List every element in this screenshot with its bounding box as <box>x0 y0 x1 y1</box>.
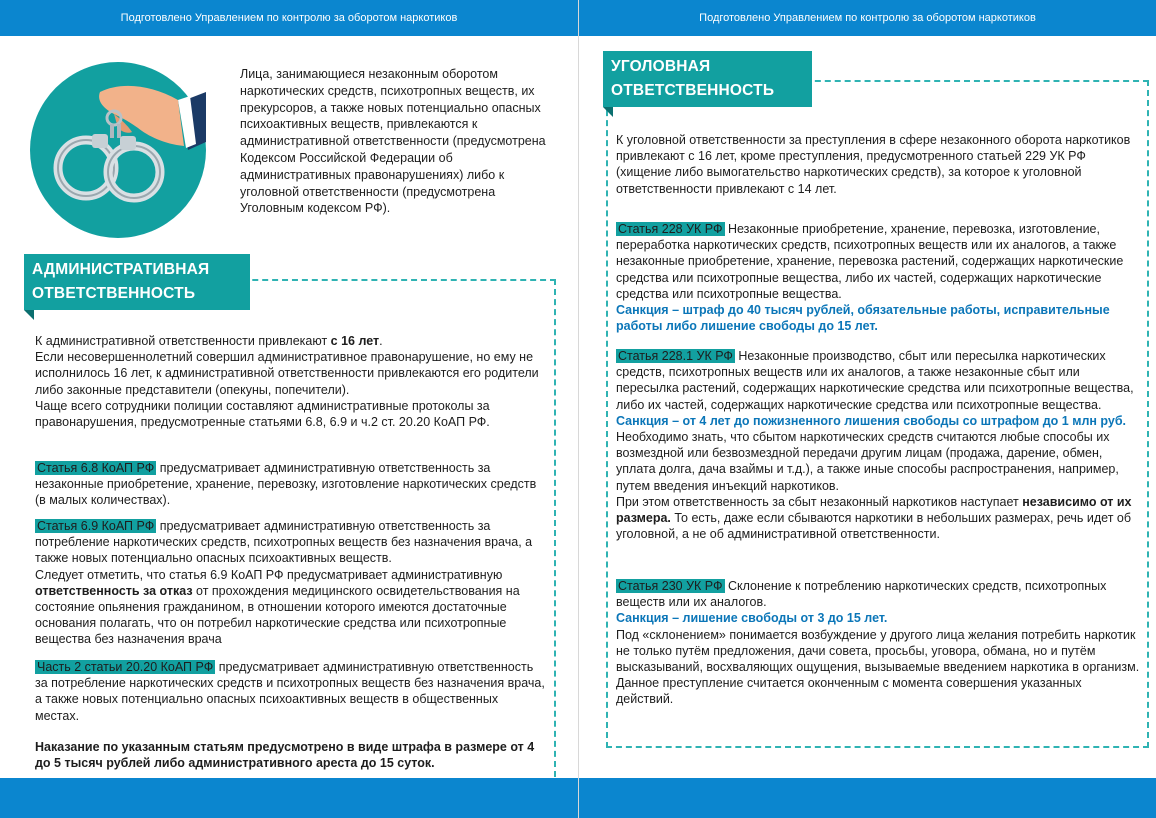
article-228-1-tag: Статья 228.1 УК РФ <box>618 349 733 363</box>
handcuffs-illustration <box>30 62 206 238</box>
article-230 <box>616 578 1141 708</box>
article-6-8-tag: Статья 6.8 КоАП РФ <box>37 461 155 475</box>
article-6-9-tag: Статья 6.9 КоАП РФ <box>37 519 155 533</box>
minor-paragraph: Если несовершеннолетний совершил административное правонарушение, но ему не исполнилось 16 лет, к административной ответственности привлекаются его родители либо законные представители (опекуны, попечители). <box>35 350 539 397</box>
article-228-1-note2: При этом ответственность за сбыт незаконный наркотиков наступает независимо от их размера. То есть, даже если сбываются наркотики в небольших размерах, речь идет об уголовной, а не об административной ответственности. <box>616 494 1132 542</box>
section-title-line1: УГОЛОВНАЯ <box>611 58 711 75</box>
article-228-1-text: Незаконные производство, сбыт или пересылка наркотических средств, психотропных веществ или их аналогов, а также незаконные сбыт или пересылка растений, содержащих наркотические средства или психотропные вещества, либо их частей, содержащих наркотические средства или психотропные вещества. <box>616 349 1134 412</box>
article-230-sanction: Санкция – лишение свободы от 3 до 15 лет. <box>616 611 888 626</box>
age-paragraph: К административной ответственности привлекают с 16 лет. <box>35 334 383 348</box>
article-6-9 <box>35 518 545 648</box>
intro-text: Лица, занимающиеся незаконным оборотом наркотических средств, психотропных веществ, их прекурсоров, а также новых потенциально опасных психоактивных веществ, привлекаются к административной ответственности (предусмотрена Кодексом Российской Федерации об административных правонарушениях) либо к уголовной ответственности (предусмотрена Уголовным кодексом РФ). <box>240 67 546 216</box>
administrative-section-title <box>24 254 250 310</box>
section-title-line2: ОТВЕТСТВЕННОСТЬ <box>611 82 775 99</box>
article-230-text: Склонение к потреблению наркотических средств, психотропных веществ или их аналогов. <box>616 579 1107 610</box>
criminal-section-title <box>603 51 812 107</box>
article-20-20 <box>35 659 545 724</box>
article-6-8-text: предусматривает административную ответственность за незаконные приобретение, хранение, перевозку, изготовление наркотических средств (в малых количествах). <box>35 461 537 508</box>
article-6-8 <box>35 460 545 509</box>
punishment-text: Наказание по указанным статьям предусмотрено в виде штрафа в размере от 4 до 5 тысяч рублей либо административного ареста до 15 суток. <box>35 740 535 771</box>
article-6-9-note: Следует отметить, что статья 6.9 КоАП РФ предусматривает административную ответственность за отказ от прохождения медицинского освидетельствования на состояние опьянения гражданином, в отношении которого имеются достаточные основания полагать, что он потребил наркотические средства или психотропные вещества без назначения врача <box>35 567 520 647</box>
article-230-note: Под «склонением» понимается возбуждение у другого лица желания потребить наркотик не только путём предложения, дачи совета, просьбы, уговора, обмана, но и путём высказываний, восхваляющих ощущения, вызываемые введением наркотика в организм. <box>616 627 1140 675</box>
section-title-line2: ОТВЕТСТВЕННОСТЬ <box>32 285 196 302</box>
right-page <box>578 0 1156 818</box>
header-bar: Подготовлено Управлением по контролю за оборотом наркотиков <box>579 0 1156 36</box>
article-6-9-text: предусматривает административную ответственность за потребление наркотических средств, психотропных веществ без назначения врача, а также новых потенциально опасных психоактивных веществ. <box>35 519 533 566</box>
article-228-1-sanction: Санкция – от 4 лет до пожизненного лишения свободы со штрафом до 1 млн руб. <box>616 413 1127 428</box>
article-228 <box>616 221 1141 334</box>
article-228-1-note: Необходимо знать, что сбытом наркотических средств считаются любые способы их возмездной или безвозмездной передачи другим лицам (продажа, дарение, обмен, уплата долга, дача взаймы и т.д.), а также иные способы распространения, например, путем введения инъекций наркотиков. <box>616 430 1119 493</box>
article-228-sanction: Санкция – штраф до 40 тысяч рублей, обязательные работы, исправительные работы либо лишение свободы до 15 лет. <box>616 303 1110 334</box>
article-230-note2: Данное преступление считается оконченным с момента совершения указанных действий. <box>616 676 1082 707</box>
administrative-general <box>35 333 545 430</box>
article-20-20-tag: Часть 2 статьи 20.20 КоАП РФ <box>37 660 214 674</box>
article-228-tag: Статья 228 УК РФ <box>618 222 723 236</box>
footer-bar <box>0 778 578 818</box>
header-bar: Подготовлено Управлением по контролю за оборотом наркотиков <box>0 0 578 36</box>
footer-bar <box>579 778 1156 818</box>
police-paragraph: Чаще всего сотрудники полиции составляют административные протоколы за правонарушения, предусмотренные статьями 6.8, 6.9 и ч.2 ст. 20.20 КоАП РФ. <box>35 398 490 430</box>
section-title-line1: АДМИНИСТРАТИВНАЯ <box>32 261 210 278</box>
article-20-20-text: предусматривает административную ответственность за потребление наркотических средств и психотропных веществ без назначения врача, а также новых потенциально опасных психоактивных веществ в общественных местах. <box>35 660 545 723</box>
article-230-tag: Статья 230 УК РФ <box>618 579 723 593</box>
article-228-text: Незаконные приобретение, хранение, перевозка, изготовление, переработка наркотических средств, психотропных веществ или их аналогов, а также незаконные приобретение, хранение, перевозка растений, содержащих наркотические средства или психотропные вещества, либо их частей, содержащих наркотические средства или психотропные вещества. <box>616 222 1124 301</box>
criminal-intro: К уголовной ответственности за преступления в сфере незаконного оборота наркотиков привлекают с 16 лет, кроме преступления, предусмотренного статьей 229 УК РФ (хищение либо вымогательство наркотических средств), за которое к уголовной ответственности привлекают с 14 лет. <box>616 133 1131 196</box>
article-228-1 <box>616 348 1141 542</box>
